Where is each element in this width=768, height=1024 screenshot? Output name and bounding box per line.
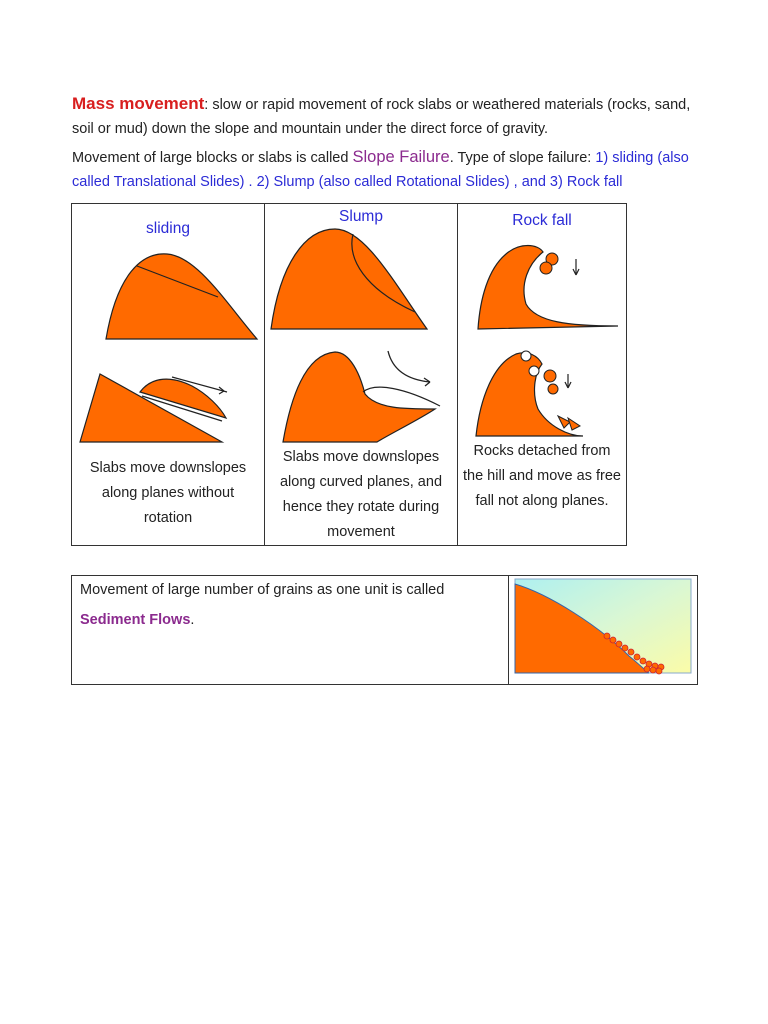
slump-cell xyxy=(265,204,458,546)
slope-failure-table xyxy=(71,203,627,546)
slump-title: Slump xyxy=(339,208,383,225)
sediment-text-cell xyxy=(72,576,509,685)
mass-movement-term: Mass movement xyxy=(72,94,205,113)
sliding-description: Slabs move downslopes along planes without rotation xyxy=(89,460,247,526)
sediment-flow-table xyxy=(71,575,698,685)
sliding-cell xyxy=(72,204,265,546)
mass-movement-definition: : slow or rapid movement of rock slabs or weathered materials (rocks, sand, soil or mud) down the slope and mountain under the direct force of gravity. xyxy=(72,97,691,137)
sediment-term: Sediment Flows xyxy=(80,612,191,628)
slope-failure-paragraph xyxy=(72,145,712,194)
sediment-lead: Movement of large number of grains as one unit is called xyxy=(80,582,445,598)
rockfall-title: Rock fall xyxy=(512,212,572,229)
slope-failure-term: Slope Failure xyxy=(352,148,450,166)
sediment-image-cell xyxy=(509,576,698,685)
sediment-text xyxy=(72,576,508,634)
sediment-flow-diagram xyxy=(509,576,697,684)
slope-failure-mid: . Type of slope failure: xyxy=(449,150,596,166)
rockfall-cell xyxy=(458,204,627,546)
rockfall-description: Rocks detached from the hill and move as free fall not along planes. xyxy=(463,443,621,509)
slump-description: Slabs move downslopes along curved planes, and hence they rotate during movement xyxy=(279,449,443,540)
slope-failure-types: 1) sliding (also called Translational Slides) . 2) Slump (also called Rotational Slides) , and 3) Rock fall xyxy=(72,150,689,190)
sliding-title: sliding xyxy=(146,220,190,237)
sediment-term-line xyxy=(80,610,500,630)
sediment-term-suffix: . xyxy=(190,612,195,628)
mass-movement-paragraph xyxy=(72,92,712,141)
slope-failure-lead: Movement of large blocks or slabs is called xyxy=(72,150,353,166)
